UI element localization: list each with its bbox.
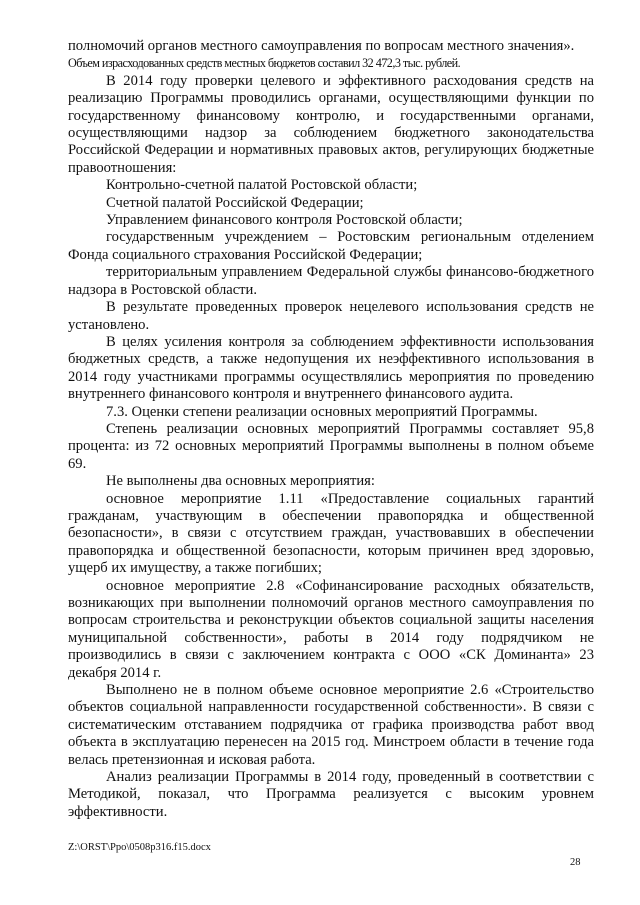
list-item-measure-2-8: основное мероприятие 2.8 «Софинансирование расходных обязательств, возникающих при выполнении полномочий органов местного самоуправления по вопросам строительства и реконструкции объектов социальной защиты населения муниципальной собственности», работы в 2014 году подрядчиком не производились в связи с заключением контракта с ООО «СК Доминанта» 23 декабря 2014 г.: [68, 577, 594, 681]
paragraph-implementation-degree: Степень реализации основных мероприятий Программы составляет 95,8 процента: из 72 основных мероприятий Программы выполнены в полном объеме 69.: [68, 420, 594, 472]
paragraph-audit-result: В результате проведенных проверок нецелевого использования средств не установлено.: [68, 299, 594, 333]
section-heading-7-3: 7.3. Оценки степени реализации основных мероприятий Программы.: [106, 403, 538, 420]
paragraph-internal-control: В целях усиления контроля за соблюдением эффективности использования бюджетных средств, а также недопущения их неэффективного использования в 2014 году участниками программы осуществлялись мероприятия по проведению внутреннего финансового контроля и внутреннего финансового аудита.: [68, 333, 594, 403]
document-body: [68, 38, 594, 821]
list-item-social-insurance-fund: государственным учреждением – Ростовским региональным отделением Фонда социального страхования Российской Федерации;: [68, 229, 594, 263]
list-item-financial-control: Управлением финансового контроля Ростовской области;: [106, 212, 463, 229]
page-number: 28: [570, 857, 581, 868]
paragraph-not-completed: Не выполнены два основных мероприятия:: [106, 473, 375, 490]
paragraph-analysis-conclusion: Анализ реализации Программы в 2014 году, проведенный в соответствии с Методикой, показал, что Программа реализуется с высоким уровнем эффективности.: [68, 769, 594, 820]
list-item-accounts-chamber: Счетной палатой Российской Федерации;: [106, 194, 364, 211]
paragraph-continuation: полномочий органов местного самоуправления по вопросам местного значения».: [68, 38, 575, 54]
list-item-control-chamber: Контрольно-счетной палатой Ростовской области;: [106, 177, 418, 194]
list-item-measure-1-11: основное мероприятие 1.11 «Предоставление социальных гарантий гражданам, участвующим в обеспечении правопорядка и общественной безопасности», в связи с отсутствием граждан, участвовавших в обеспечении правопорядка и общественной безопасности, которым причинен вред здоровью, ущерб их имуществу, а также погибших;: [68, 490, 594, 577]
footer-file-path: Z:\ORST\Ppo\0508p316.f15.docx: [68, 842, 211, 853]
paragraph-local-budget-spending: Объем израсходованных средств местных бюджетов составил 32 472,3 тыс. рублей.: [68, 56, 461, 71]
list-item-budget-supervision: территориальным управлением Федеральной службы финансово-бюджетного надзора в Ростовской области.: [68, 264, 594, 298]
paragraph-inspections: В 2014 году проверки целевого и эффективного расходования средств на реализацию Программы проводились органами, осуществляющими функции по государственному финансовому контролю, и государственными органами, осуществляющими надзор за соблюдением бюджетного законодательства Российской Федерации и нормативных правовых актов, регулирующих бюджетные правоотношения:: [68, 72, 594, 176]
paragraph-measure-2-6: Выполнено не в полном объеме основное мероприятие 2.6 «Строительство объектов социальной направленности государственной собственности». В связи с систематическим отставанием подрядчика от графика производства работ ввод объекта в эксплуатацию перенесен на 2015 год. Минстроем области в течение года велась претензионная и исковая работа.: [68, 682, 594, 768]
